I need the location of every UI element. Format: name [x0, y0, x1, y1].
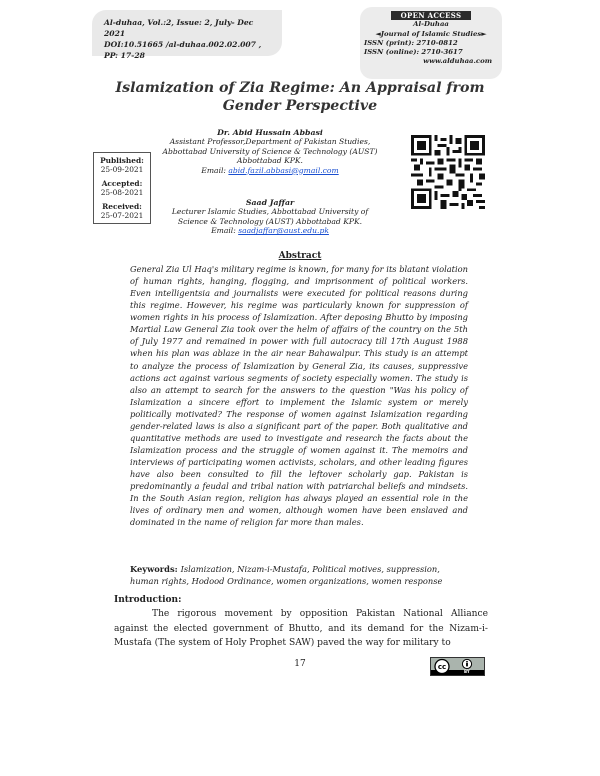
- journal-name: Al-Duhaa: [413, 20, 449, 28]
- open-access-badge: OPEN ACCESS: [391, 11, 471, 20]
- author-1-affiliation-2: Abbottabad University of Science & Technology (AUST): [162, 146, 378, 156]
- author-1-email-label: Email:: [201, 165, 229, 175]
- author-1-email-row: [150, 166, 390, 175]
- keywords-label: Keywords:: [130, 564, 181, 574]
- keywords-text: Islamization, Nizam-i-Mustafa, Political motives, suppression, human rights, Hodood Ordinance, women organizations, women response: [130, 564, 443, 586]
- introduction-heading: Introduction:: [114, 595, 182, 605]
- svg-text:cc: cc: [437, 663, 447, 671]
- cc-license-badge[interactable]: [430, 657, 485, 676]
- cc-logo-icon: [431, 658, 484, 675]
- author-1-affiliation-1: Assistant Professor,Department of Pakistan Studies,: [169, 137, 371, 147]
- dates-box: [93, 152, 151, 224]
- abstract-heading: Abstract: [278, 251, 322, 261]
- cc-by-label: BY: [464, 669, 470, 674]
- arrow-right-icon: ►: [481, 29, 487, 38]
- author-2-affiliation-1: Lecturer Islamic Studies, Abbottabad University of: [171, 207, 369, 217]
- author-2-email-row: [150, 226, 390, 235]
- accepted-date: 25-08-2021: [100, 188, 144, 197]
- issn-online: ISSN (online): 2710-3617: [364, 48, 463, 56]
- journal-subtitle: Journal of Islamic Studies: [380, 30, 482, 38]
- author-2: [150, 198, 390, 236]
- issn-print: ISSN (print): 2710-0812: [364, 39, 458, 47]
- received-date: 25-07-2021: [100, 211, 144, 220]
- author-2-affiliation-2: Science & Technology (AUST) Abbottabad KPK.: [177, 216, 363, 226]
- accepted-label: Accepted:: [101, 179, 143, 188]
- author-2-name: Saad Jaffar: [245, 198, 295, 207]
- author-1-affiliation-3: Abbottabad KPK.: [237, 156, 303, 166]
- keywords: [130, 563, 468, 587]
- author-2-email-label: Email:: [211, 226, 239, 236]
- journal-info-box: [360, 7, 502, 79]
- introduction-text: The rigorous movement by opposition Pakistan National Alliance against the elected government of Bhutto, and its demand for the Nizam-i-Mustafa (The system of Holy Prophet SAW) paved the way for military to: [114, 609, 488, 649]
- citation-volume: Al-duhaa, Vol.:2, Issue: 2, July- Dec 2021: [104, 18, 254, 38]
- author-1-name: Dr. Abid Hussain Abbasi: [217, 128, 323, 137]
- published-label: Published:: [100, 156, 144, 165]
- published-date: 25-09-2021: [100, 165, 144, 174]
- author-1: [150, 128, 390, 175]
- journal-subtitle-row: [360, 29, 502, 39]
- page-number: 17: [294, 659, 306, 669]
- received-label: Received:: [102, 202, 142, 211]
- journal-citation-box: [92, 10, 282, 60]
- author-2-email-link[interactable]: saadjaffar@aust.edu.pk: [238, 226, 329, 236]
- journal-website[interactable]: www.alduhaa.com: [423, 57, 492, 65]
- qr-code-icon[interactable]: [411, 135, 485, 209]
- citation-doi: DOI:10.51665 /al-duhaa.002.02.007 , PP: 17-28: [104, 40, 262, 60]
- abstract-text: General Zia Ul Haq's military regime is known, for many for its blatant violation of human rights, hanging, flogging, and imprisonment of political workers. Even intelligentsia and journalists were executed for political reasons during this regime. However, his regime was particularly known for suppression of women rights in his process of Islamization. After deposing Bhutto by imposing Martial Law General Zia took over the helm of affairs of the country on the 5th of July 1977 and remained in power with full autocracy till 17th August 1988 when his plan was ablaze in the air near Bahawalpur. This study is an attempt to analyze the process of Islamization by General Zia, its causes, suppressive actions act against various segments of society especially women. The study is also an attempt to search for the answers to the question "Was his policy of Islamization a sincere effort to implement the Islamic system or merely politically motivated? The response of women against Islamization regarding gender-related laws is also a significant part of the paper. Both qualitative and quantitative methods are used to investigate and research the facts about the Islamization process and the struggle of women against it. The memoirs and interviews of participating women activists, scholars, and other leading figures have also been consulted to fill the leftover scholarly gap. Pakistan is predominantly a feudal and tribal nation with patriarchal beliefs and mindsets. In the South Asian region, religion has always played an essential role in the lives of ordinary men and women, although women have been enslaved and dominated in the name of religion far more than males.: [130, 264, 468, 528]
- arrow-left-icon: ◄: [375, 29, 381, 38]
- author-1-email-link[interactable]: abid.fazil.abbasi@gmail.com: [228, 165, 339, 175]
- paper-title: Islamization of Zia Regime: An Appraisal from Gender Perspective: [115, 80, 485, 114]
